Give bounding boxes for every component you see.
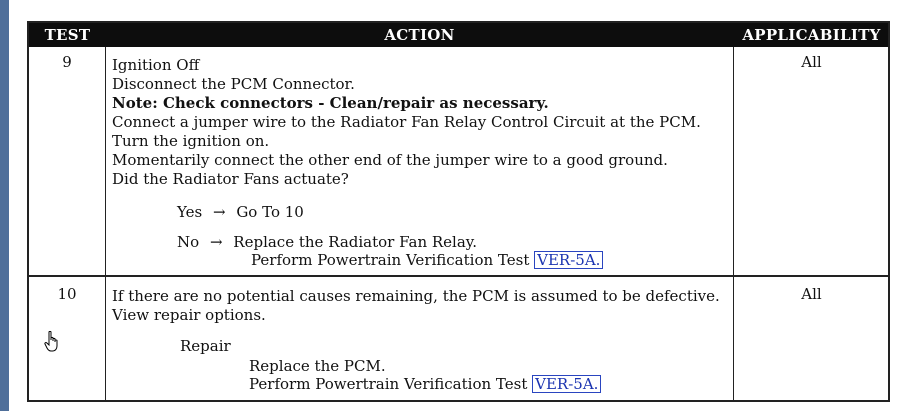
row-divider [29,275,888,277]
header-applicability: APPLICABILITY [742,26,881,44]
action-line: Ignition Off [112,56,200,74]
arrow-right-icon: → [209,233,223,251]
header-action: ACTION [384,26,455,44]
yes-goto: Go To 10 [236,203,304,221]
hand-cursor-icon [44,331,60,353]
action-note: Note: Check connectors - Clean/repair as necessary. [112,94,549,112]
action-line: Disconnect the PCM Connector. [112,75,355,93]
applicability-row-9: All [801,53,822,71]
no-branch-verification [251,251,603,269]
header-test: TEST [44,26,91,44]
diagnostic-test-table [27,21,890,402]
ver-5a-link[interactable]: VER-5A. [532,375,601,393]
verification-text: Perform Powertrain Verification Test [251,251,530,269]
yes-label: Yes [177,203,203,221]
action-line: If there are no potential causes remaining, the PCM is assumed to be defective. [112,287,720,305]
arrow-right-icon: → [212,203,226,221]
repair-label: Repair [180,337,231,355]
no-label: No [177,233,200,251]
action-row-10 [112,287,720,325]
column-divider [733,47,734,400]
no-branch [177,233,477,251]
ver-5a-link[interactable]: VER-5A. [534,251,603,269]
no-action: Replace the Radiator Fan Relay. [233,233,478,251]
verification-text: Perform Powertrain Verification Test [249,375,528,393]
column-divider [105,47,106,400]
action-line: View repair options. [112,306,266,324]
repair-step-2 [249,375,601,393]
applicability-row-10: All [801,285,822,303]
repair-step-1: Replace the PCM. [249,357,386,375]
action-line: Momentarily connect the other end of the jumper wire to a good ground. [112,151,668,169]
action-line: Turn the ignition on. [112,132,270,150]
table-header [29,23,888,47]
yes-branch [177,203,304,221]
action-line: Connect a jumper wire to the Radiator Fan Relay Control Circuit at the PCM. [112,113,701,131]
action-question: Did the Radiator Fans actuate? [112,170,349,188]
test-number-10: 10 [57,285,77,303]
action-row-9 [112,56,701,189]
test-number-9: 9 [62,53,72,71]
window-left-edge [0,0,9,411]
